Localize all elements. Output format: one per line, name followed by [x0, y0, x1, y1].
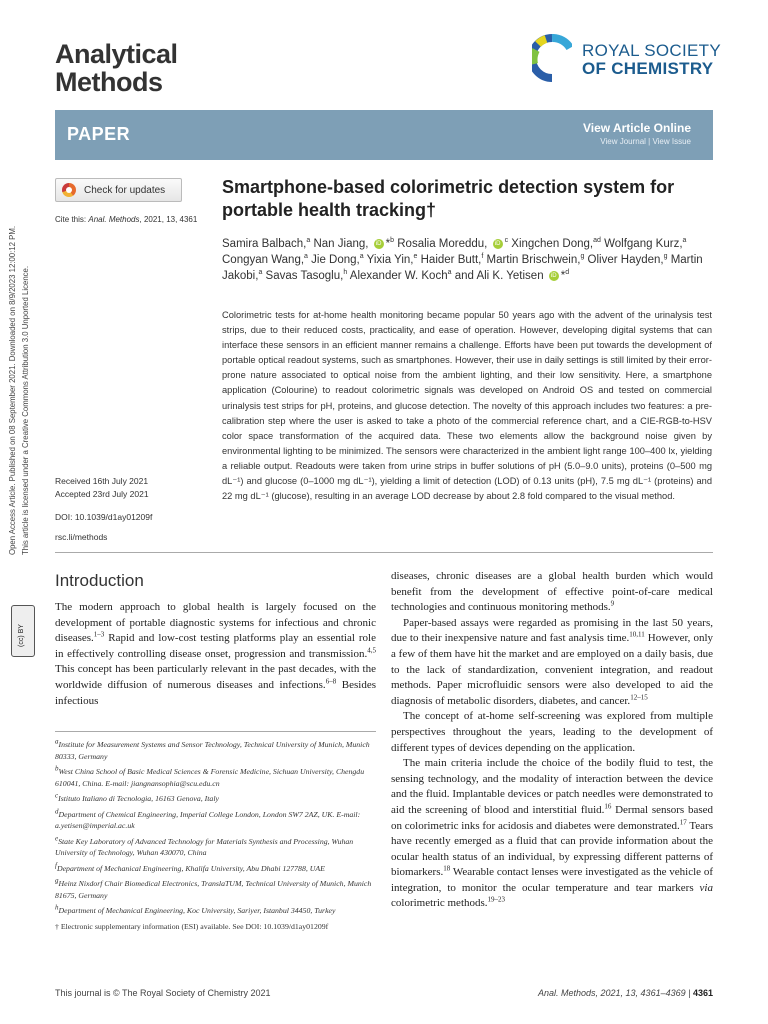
article-title: Smartphone-based colorimetric detection system for portable health tracking†: [222, 177, 675, 220]
footnote-divider: [55, 731, 376, 732]
intro-paragraph: Paper-based assays were regarded as promising in the last 50 years, due to their inexpensive nature and fast analysis time.$^{10,11}$ However, only a few of them have hit the market and are employed on a daily basis, due to the lack of standardization, convenient integration, and readout methods. Paper microfluidic sensors were also developed to aid the diagnosis of metabolic disorders, diabetes, and cancer.$^{12-15}$: [391, 616, 713, 707]
license-statement[interactable]: This article is licensed under a Creative Commons Attribution 3.0 Unported Licence.: [21, 265, 30, 555]
affiliation-item: $^a$Institute for Measurement Systems and Sensor Technology, Technical University of Munich, Munich 80333, Germany: [55, 737, 370, 761]
update-badge-icon: [62, 183, 76, 197]
citation-footer: Anal. Methods, 2021, 13, 4361–4369 | 4361: [537, 988, 713, 998]
cite-this: Cite this: Anal. Methods, 2021, 13, 4361: [55, 215, 198, 224]
article-type: PAPER: [67, 124, 131, 144]
check-for-updates-label: Check for updates: [84, 184, 166, 196]
rsc-logo: [532, 32, 722, 92]
paper-banner: [55, 110, 713, 160]
author-list: Samira Balbach,$^a$ Nan Jiang, iD *$^b$ Rosalia Moreddu, iD $^c$ Xingchen Dong,$^{ad}$ Wolfgang Kurz,$^a$ Congyan Wang,$^a$ Jie Dong,$^a$ Yixia Yin,$^e$ Haider Butt,$^f$ Martin Brischwein,$^g$ Oliver Hayden,$^g$ Martin Jakobi,$^a$ Savas Tasoglu,$^h$ Alexander W. Koch$^a$ and Ali K. Yetisen iD *$^d$: [222, 237, 703, 282]
intro-paragraph: diseases, chronic diseases are a global health burden which would benefit from the development of effective point-of-care medical technologies and continuous monitoring methods.$^9$: [391, 570, 713, 614]
publisher-line2: OF CHEMISTRY: [582, 59, 714, 78]
abstract: Colorimetric tests for at-home health monitoring became popular 50 years ago with the advent of the urinalysis test strips, due to their reduced costs, practicality, and ease of operation. However, developing digital systems that can interface these sensors in an efficient manner remains a challenge. Efforts have been put towards the development of portable optical readout systems, such as smartphones. However, their use in daily settings is still limited by their error-prone nature associated to optical noise from the ambient lighting, and their low sensitivity. Here, a smartphone application (Colourine) to readout colorimetric signals was developed on Android OS and tested on commercial urinalysis test strips for pH, proteins, and glucose detection. The novelty of this approach includes two features: a pre-calibration step where the user is asked to take a photo of the commercial reference chart, and a CIE-RGB-to-HSV color space transformation of the acquired data. These two elements allow the background noise given by environmental lighting to be minimized. The sensors were characterized in the ambient light range 100–400 lx, yielding a reliable output. Readouts were taken from urine strips in buffer solutions of pH (5.0–9.0 units), proteins (0–500 mg dL⁻¹) and glucose (0–1000 mg dL⁻¹), yielding a limit of detection (LOD) of 0.13 units (pH), 7.5 mg dL⁻¹ (proteins) and 22 mg dL⁻¹ (glucose), resulting in an average LOD decrease by about 2.8 fold compared to the visual method.: [222, 310, 712, 502]
affiliation-item: $^g$Heinz Nixdorf Chair Biomedical Electronics, TranslaTUM, Technical University of Munich, Munich 81675, Germany: [55, 876, 372, 900]
section-divider: [55, 552, 713, 553]
rsc-emblem-icon: [532, 34, 572, 84]
open-access-statement: Open Access Article. Published on 08 September 2021. Downloaded on 8/9/2023 12:00:12 PM.: [8, 226, 17, 555]
copyright-footer: This journal is © The Royal Society of Chemistry 2021: [55, 988, 271, 998]
rsc-journal-link[interactable]: rsc.li/methods: [55, 532, 108, 542]
affiliation-item: $^h$Department of Mechanical Engineering, Koc University, Sariyer, Istanbul 34450, Turkey: [55, 903, 336, 915]
affiliation-item: $^e$State Key Laboratory of Advanced Technology for Materials Synthesis and Processing, Wuhan University of Technology, Wuhan 430070, China: [55, 833, 354, 857]
introduction-heading: Introduction: [55, 571, 144, 590]
intro-column-right: [391, 569, 713, 912]
intro-paragraph: The main criteria include the choice of the bodily fluid to test, the sensing technology, and the modality of interaction between the device and the fluid. Implantable devices or patch needles were demonstrated to aid the screening of blood and interstitial fluid.$^{16}$ Dermal sensors based on colorimetric inks for acidosis and diabetes were demonstrated.$^{17}$ Tears have recently emerged as a fluid that can provide information about the ocular health status of an individual, by expressing different patterns of biomarkers.$^{18}$ Wearable contact lenses were investigated as the vehicle of integration, to monitor the ocular temperature and tear markers via colorimetric methods.$^{19-23}$: [391, 757, 713, 910]
received-dates: Received 16th July 2021 Accepted 23rd July 2021: [55, 476, 149, 499]
intro-paragraph-left: The modern approach to global health is largely focused on the development of portable diagnostic systems for infectious and chronic diseases.$^{1-3}$ Rapid and low-cost testing platforms play an essential role in effectively controlling disease onset, progression and transmission.$^{4,5}$ This concept has been particularly relevant in the past decades, with the worldwide diffusion of numerous diseases and infections.$^{6-8}$ Besides infectious: [55, 601, 376, 707]
esi-note: † Electronic supplementary information (ESI) available. See DOI: 10.1039/d1ay01209f: [55, 921, 329, 931]
affiliations: [55, 739, 376, 936]
page-number: 4361: [692, 988, 713, 998]
view-article-online-link[interactable]: View Article Online: [582, 121, 691, 135]
journal-title: Analytical Methods: [55, 39, 178, 97]
doi[interactable]: DOI: 10.1039/d1ay01209f: [55, 512, 153, 522]
affiliation-item: $^b$West China School of Basic Medical Sciences & Forensic Medicine, Sichuan University, Chengdu 610041, China. E-mail: jiangnansophia@scu.edu.cn: [55, 764, 365, 788]
check-for-updates-button[interactable]: [55, 178, 182, 202]
affiliation-item: $^f$Department of Mechanical Engineering, Khalifa University, Abu Dhabi 127788, UAE: [55, 860, 325, 873]
affiliation-item: $^d$Department of Chemical Engineering, Imperial College London, London SW7 2AZ, UK. E-mail: a.yetisen@imperial.ac.uk: [55, 806, 361, 830]
publisher-line1: ROYAL SOCIETY: [582, 41, 721, 60]
cc-by-badge[interactable]: (cc) BY: [11, 605, 35, 657]
view-journal-issue-links[interactable]: View Journal | View Issue: [600, 137, 691, 146]
affiliation-item: $^c$Istituto Italiano di Tecnologia, 16163 Genova, Italy: [55, 791, 219, 803]
intro-paragraph: The concept of at-home self-screening was explored from multiple perspectives throughout the years, leading to the development of different types of devices depending on the application.: [391, 710, 713, 754]
